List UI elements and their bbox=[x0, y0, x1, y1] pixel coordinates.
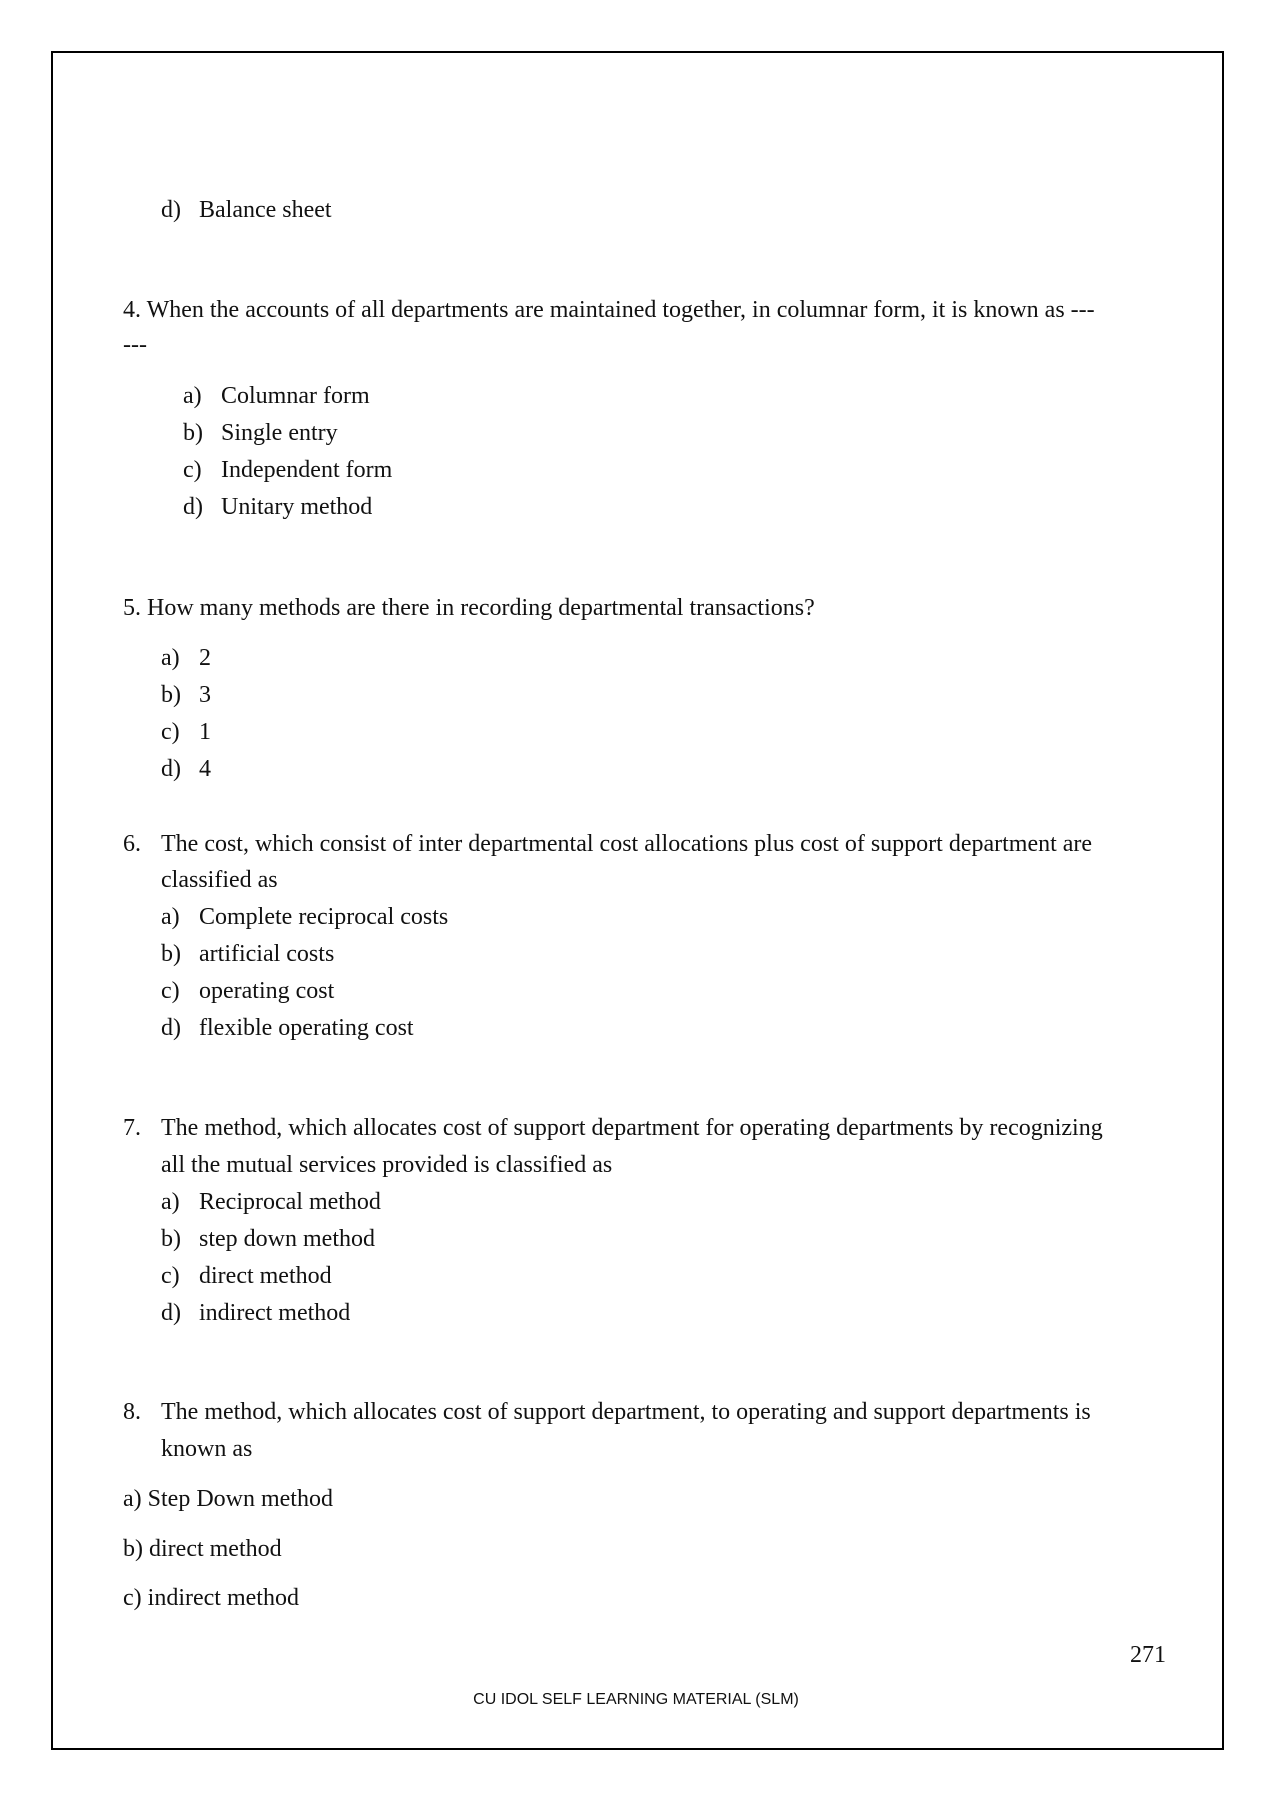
option-4b bbox=[183, 419, 338, 447]
option-text: Unitary method bbox=[221, 494, 373, 520]
option-5c bbox=[161, 718, 211, 746]
option-label: d) bbox=[183, 494, 203, 520]
option-label: d) bbox=[161, 1300, 181, 1326]
option-text: Independent form bbox=[221, 457, 393, 483]
option-label: c) bbox=[123, 1585, 142, 1611]
option-7a bbox=[161, 1188, 381, 1216]
option-8a bbox=[123, 1485, 333, 1513]
page-number: 271 bbox=[1130, 1642, 1166, 1668]
question-number: 6. bbox=[123, 831, 141, 857]
question-7 bbox=[123, 1114, 1103, 1142]
option-4a bbox=[183, 382, 370, 410]
option-8b bbox=[123, 1535, 282, 1563]
option-text: direct method bbox=[149, 1536, 282, 1562]
option-5b bbox=[161, 681, 211, 709]
option-5a bbox=[161, 644, 211, 672]
option-label: a) bbox=[183, 383, 202, 409]
question-6-continuation bbox=[161, 866, 278, 894]
option-label: a) bbox=[161, 904, 180, 930]
option-7b bbox=[161, 1225, 375, 1253]
question-6 bbox=[123, 830, 1092, 858]
question-text-cont: --- bbox=[123, 332, 147, 358]
question-7-continuation bbox=[161, 1151, 612, 1179]
option-text: step down method bbox=[199, 1226, 375, 1252]
option-text: 2 bbox=[199, 645, 211, 671]
option-label: b) bbox=[161, 941, 181, 967]
option-4d bbox=[183, 493, 372, 521]
question-text: The method, which allocates cost of support department for operating departments by recognizing bbox=[161, 1115, 1103, 1141]
question-4-continuation bbox=[123, 331, 147, 359]
option-text: direct method bbox=[199, 1263, 332, 1289]
option-text: Columnar form bbox=[221, 383, 370, 409]
option-text: 4 bbox=[199, 756, 211, 782]
option-label: a) bbox=[161, 1189, 180, 1215]
option-5d bbox=[161, 755, 211, 783]
question-number: 4. bbox=[123, 297, 141, 323]
option-text: Reciprocal method bbox=[199, 1189, 381, 1215]
option-label: b) bbox=[161, 682, 181, 708]
question-number: 8. bbox=[123, 1399, 141, 1425]
continued-option bbox=[161, 196, 332, 224]
option-text: indirect method bbox=[147, 1585, 299, 1611]
option-text: 1 bbox=[199, 719, 211, 745]
option-label: b) bbox=[123, 1536, 143, 1562]
question-text-cont: all the mutual services provided is classified as bbox=[161, 1152, 613, 1178]
question-text: The method, which allocates cost of support department, to operating and support departments is bbox=[161, 1399, 1091, 1425]
option-label: a) bbox=[123, 1486, 142, 1512]
question-text-cont: classified as bbox=[161, 867, 278, 893]
option-6a bbox=[161, 903, 448, 931]
option-text: Step Down method bbox=[147, 1486, 333, 1512]
option-7c bbox=[161, 1262, 332, 1290]
option-text: Complete reciprocal costs bbox=[199, 904, 449, 930]
question-number: 5. bbox=[123, 595, 141, 621]
option-label: d) bbox=[161, 756, 181, 782]
option-7d bbox=[161, 1299, 350, 1327]
option-text: flexible operating cost bbox=[199, 1015, 414, 1041]
option-label: c) bbox=[161, 719, 180, 745]
option-6d bbox=[161, 1014, 414, 1042]
option-text: operating cost bbox=[199, 978, 335, 1004]
option-8c bbox=[123, 1584, 299, 1612]
question-text: How many methods are there in recording departmental transactions? bbox=[147, 595, 815, 621]
question-number: 7. bbox=[123, 1115, 141, 1141]
question-5 bbox=[123, 594, 815, 622]
option-label: d) bbox=[161, 1015, 181, 1041]
question-text: The cost, which consist of inter departmental cost allocations plus cost of support department are bbox=[161, 831, 1093, 857]
question-4 bbox=[123, 296, 1095, 324]
option-text: artificial costs bbox=[199, 941, 335, 967]
option-text: indirect method bbox=[199, 1300, 351, 1326]
option-label: d) bbox=[161, 197, 181, 223]
option-label: c) bbox=[161, 1263, 180, 1289]
question-8-continuation bbox=[161, 1435, 252, 1463]
option-label: c) bbox=[183, 457, 202, 483]
question-8 bbox=[123, 1398, 1091, 1426]
option-4c bbox=[183, 456, 392, 484]
question-text-cont: known as bbox=[161, 1436, 253, 1462]
option-label: c) bbox=[161, 978, 180, 1004]
option-text: Balance sheet bbox=[199, 197, 332, 223]
option-6b bbox=[161, 940, 334, 968]
question-text: When the accounts of all departments are maintained together, in columnar form, it is known as --- bbox=[146, 297, 1095, 323]
option-6c bbox=[161, 977, 334, 1005]
footer-text: CU IDOL SELF LEARNING MATERIAL (SLM) bbox=[473, 1691, 799, 1708]
option-label: b) bbox=[183, 420, 203, 446]
option-text: 3 bbox=[199, 682, 211, 708]
option-text: Single entry bbox=[221, 420, 338, 446]
option-label: b) bbox=[161, 1226, 181, 1252]
option-label: a) bbox=[161, 645, 180, 671]
